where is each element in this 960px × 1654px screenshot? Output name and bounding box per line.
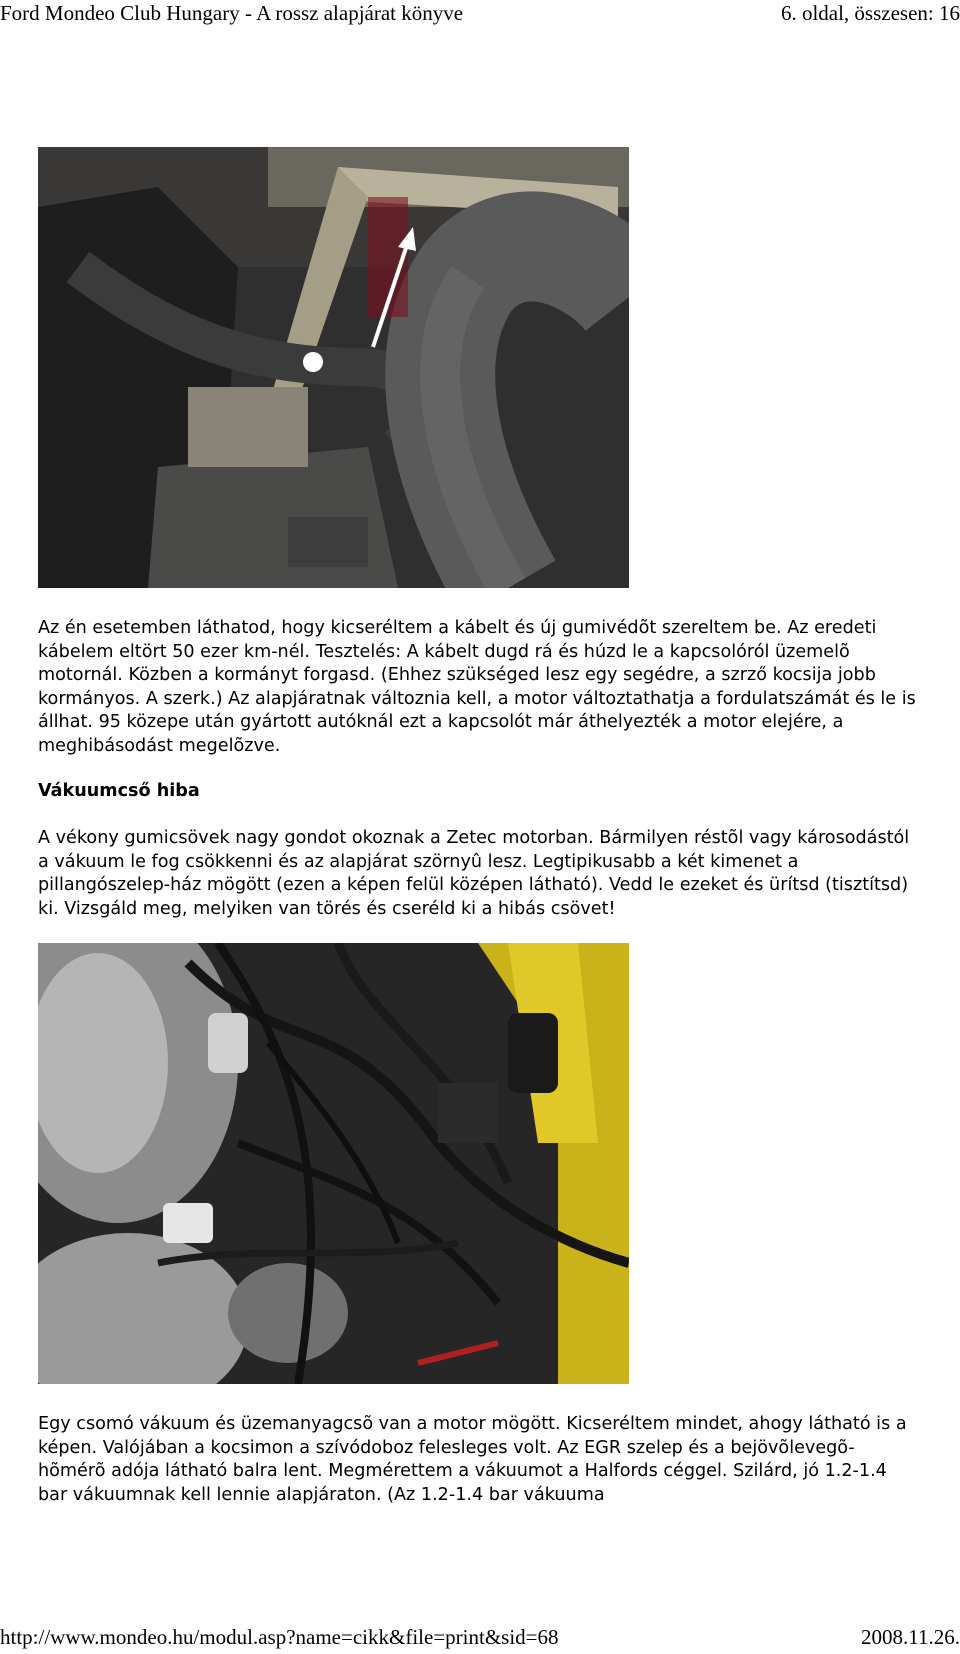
paragraph-vacuum-hose: A vékony gumicsövek nagy gondot okoznak a Zetec motorban. Bármilyen réstõl vagy károsodástól a vákuum le fog csökkenni és az alapjárat szörnyû lesz. Legtipikusabb a két kimenet a pillangószelep-ház mögött (ezen a képen felül középen látható). Vedd le ezeket és ürítsd (tisztítsd) ki. Vizsgáld meg, melyiken van törés és cseréld ki a hibás csövet! (38, 828, 910, 919)
page-header (0, 0, 960, 30)
vacuum-lines-photo (38, 943, 629, 1384)
paragraph-switch-test: Az én esetemben láthatod, hogy kicseréltem a kábelt és új gumivédõt szereltem be. Az eredeti kábelem eltört 50 ezer km-nél. Tesztelés: A kábelt dugd rá és húzd le a kapcsolóról üzemelõ motornál. Közben a kormányt forgasd. (Ehhez szükséged lesz egy segédre, a szrző kocsija jobb kormányos. A szerk.) Az alapjáratnak változnia kell, a motor változtathatja a fordulatszámát és le is állhat. 95 közepe után gyártott autóknál ezt a kapcsolót már áthelyezték a motor elejére, a meghibásodást megelõzve. (38, 618, 916, 756)
header-title: Ford Mondeo Club Hungary - A rossz alapjárat könyve (0, 1, 464, 25)
engine-hose-photo (38, 147, 629, 588)
paragraph-vacuum-measure: Egy csomó vákuum és üzemanyagcsõ van a motor mögött. Kicseréltem mindet, ahogy látható is a képen. Valójában a kocsimon a szívódoboz felesleges volt. Az EGR szelep és a bejövõlevegõ-hõmérõ adója látható balra lent. Megmérettem a vákuumot a Halfords céggel. Szilárd, jó 1.2-1.4 bar vákuumnak kell lennie alapjáraton. (Az 1.2-1.4 bar vákuuma (38, 1414, 907, 1505)
header-page-number: 6. oldal, összesen: 16 (780, 1, 960, 25)
section-heading: Vákuumcső hiba (38, 781, 200, 801)
footer-date: 2008.11.26. (861, 1625, 960, 1649)
page-footer (0, 1624, 960, 1654)
footer-url: http://www.mondeo.hu/modul.asp?name=cikk&file=print&sid=68 (0, 1625, 559, 1649)
